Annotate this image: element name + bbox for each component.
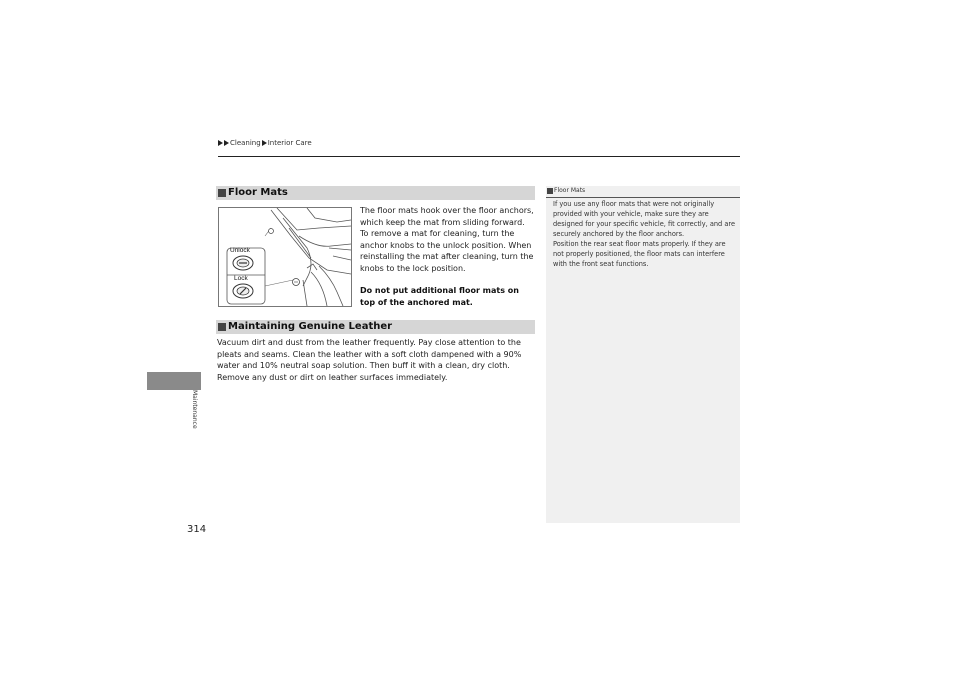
note-icon	[547, 188, 553, 194]
breadcrumb-cleaning: Cleaning	[230, 139, 261, 147]
breadcrumb-interior-care: Interior Care	[267, 139, 312, 147]
floor-mat-anchor-illustration	[218, 207, 352, 307]
side-note-header	[546, 186, 740, 198]
floor-mats-heading	[216, 186, 535, 200]
section-square-icon	[218, 189, 226, 197]
unlock-label: Unlock	[230, 247, 250, 254]
leather-body: Vacuum dirt and dust from the leather frequently. Pay close attention to the pleats and seams. Clean the leather with a soft cloth dampened with a 90% water and 10% neutral soap solution. Then buff it with a clean, dry cloth. Remove any dust or dirt on leather surfaces immediately.	[217, 338, 522, 382]
side-note-paragraph-1: If you use any floor mats that were not originally provided with your vehicle, make sure they are designed for your specific vehicle, fit correctly, and are securely anchored by the floor anchors.	[553, 200, 735, 238]
floor-mats-title: Floor Mats	[228, 187, 288, 198]
section-square-icon	[218, 323, 226, 331]
floor-mats-warning: Do not put additional floor mats on top of the anchored mat.	[360, 286, 519, 307]
arrow-icon	[224, 140, 229, 146]
side-note-body	[553, 199, 735, 269]
header-rule	[218, 156, 740, 157]
side-note-paragraph-2: Position the rear seat floor mats properly. If they are not properly positioned, the floor mats can interfere with the front seat functions.	[553, 240, 726, 268]
page-number: 314	[187, 524, 207, 535]
breadcrumb	[218, 139, 312, 147]
chapter-tab[interactable]	[147, 372, 201, 390]
arrow-icon	[218, 140, 223, 146]
lock-label: Lock	[234, 275, 248, 282]
floor-mats-body: The floor mats hook over the floor anchors, which keep the mat from sliding forward. To remove a mat for cleaning, turn the anchor knobs to the unlock position. When reinstalling the mat after cleaning, turn the knobs to the lock position.	[360, 206, 534, 273]
leather-title: Maintaining Genuine Leather	[228, 321, 393, 332]
chapter-label: Maintenance	[191, 390, 198, 429]
floor-mat-drawing	[219, 208, 351, 306]
side-note-heading: Floor Mats	[554, 187, 586, 194]
side-note-panel	[546, 186, 740, 523]
leather-heading	[216, 320, 535, 334]
arrow-icon	[262, 140, 267, 146]
